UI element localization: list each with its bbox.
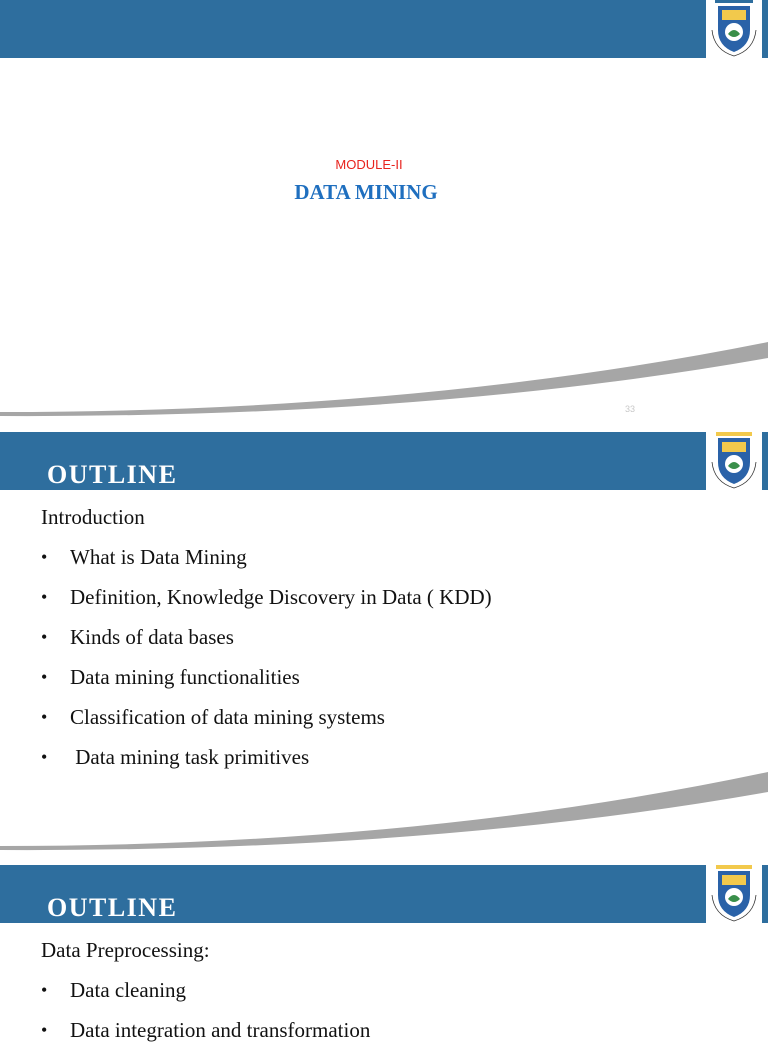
bullet-icon: •	[41, 707, 48, 727]
swoosh-decoration	[0, 336, 768, 432]
outline-content	[41, 505, 741, 785]
slide-3	[0, 865, 768, 1042]
bullet-icon: •	[41, 980, 48, 1000]
university-logo	[706, 432, 762, 490]
header-band	[0, 0, 768, 58]
slide-title: OUTLINE	[47, 460, 178, 489]
bullet-icon: •	[41, 627, 48, 647]
list-item: • What is Data Mining	[41, 545, 247, 569]
list-item: • Data integration and transformation	[41, 1018, 371, 1042]
bullet-icon: •	[41, 547, 48, 567]
list-item: • Data cleaning	[41, 978, 187, 1002]
module-label: MODULE-II	[335, 157, 403, 172]
bullet-icon: •	[41, 667, 48, 687]
university-logo	[706, 0, 762, 58]
university-logo	[706, 865, 762, 923]
header-band	[0, 432, 768, 490]
bullet-icon: •	[41, 747, 48, 767]
section-heading: Introduction	[41, 505, 145, 529]
slide-1	[0, 0, 768, 432]
list-item: • Classification of data mining systems	[41, 705, 385, 729]
module-title: DATA MINING	[294, 180, 438, 204]
bullet-icon: •	[41, 1020, 48, 1040]
list-item: • Kinds of data bases	[41, 625, 234, 649]
list-item: • Data mining task primitives	[41, 745, 310, 769]
section-heading: Data Preprocessing:	[41, 938, 210, 962]
outline-content	[41, 938, 741, 1058]
list-item: • Data mining functionalities	[41, 665, 300, 689]
slide-title: OUTLINE	[47, 893, 178, 922]
page-number: 33	[625, 404, 636, 414]
list-item: • Definition, Knowledge Discovery in Data ( KDD)	[41, 585, 492, 609]
header-band	[0, 865, 768, 923]
bullet-icon: •	[41, 587, 48, 607]
swoosh-decoration	[0, 768, 768, 865]
slide-2	[0, 432, 768, 865]
